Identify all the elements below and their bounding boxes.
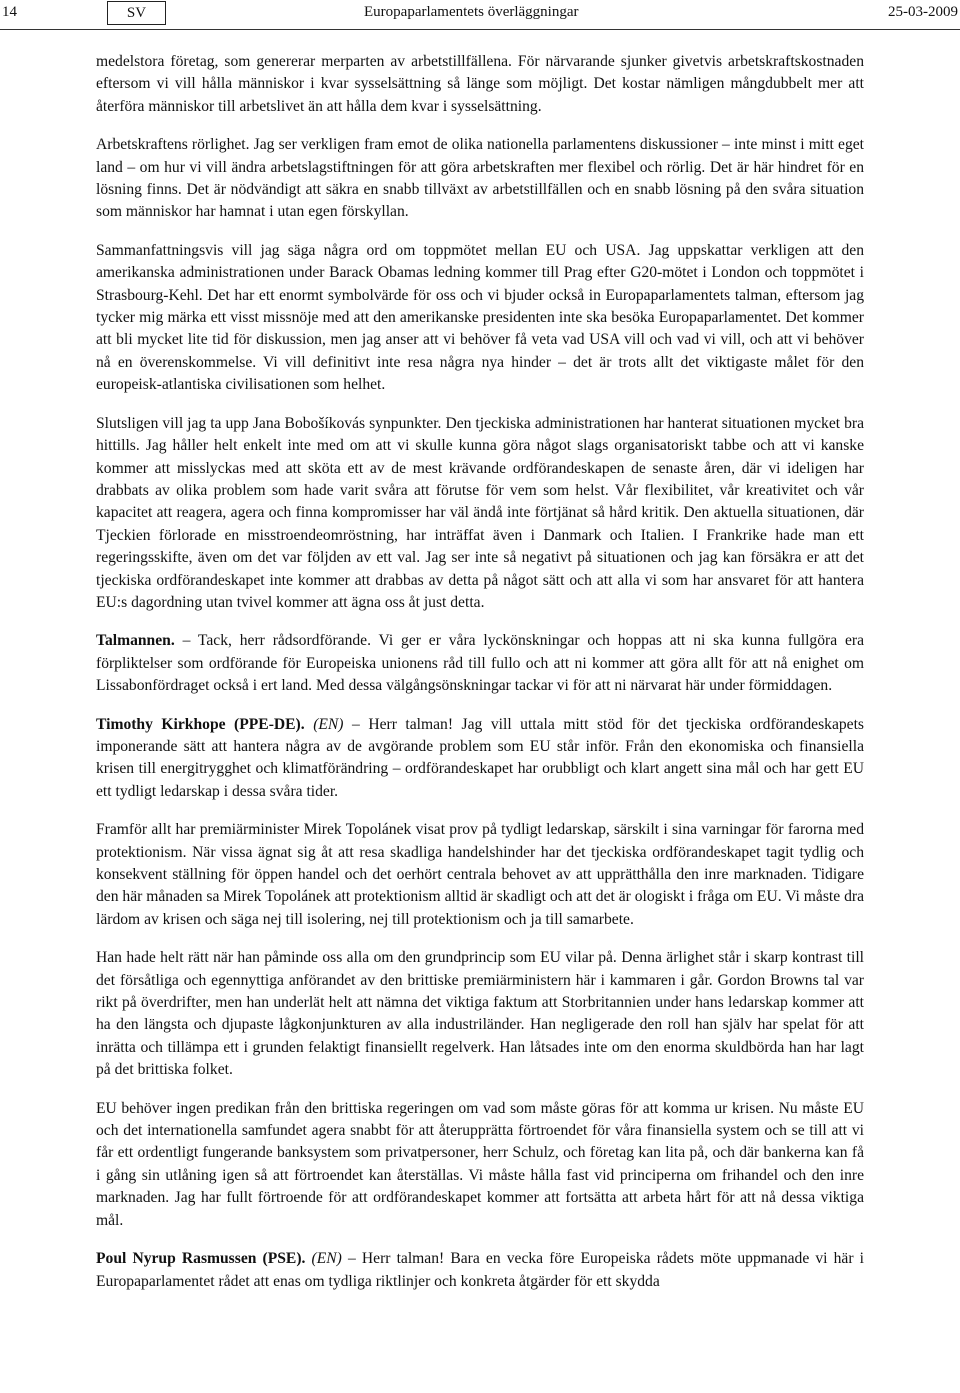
language-tag: (EN) — [311, 1250, 342, 1268]
page-header — [0, 0, 960, 30]
speaker-name: Talmannen. — [96, 632, 175, 650]
language-code-box: SV — [107, 1, 166, 25]
language-tag: (EN) — [313, 715, 344, 733]
speech-rasmussen: Poul Nyrup Rasmussen (PSE). (EN) – Herr talman! Bara en vecka före Europeiska rådets möte uppmanade vi här i Europaparlamentet rådet att enas om tydliga riktlinjer och konkreta åtgärder för ett skydda — [96, 1250, 864, 1290]
paragraph: Framför allt har premiärminister Mirek Topolánek visat prov på tydligt ledarskap, särskilt i sina varningar för farorna med protektionism. När vissa ägnat sig åt att resa skadliga handelshinder har det tjeckiska ordförandeskapet tagit tydlig och konsekvent ställning för öppen handel och det oerhört centrala behovet av att upprätthålla den inre marknaden. Tidigare den här månaden sa Mirek Topolánek att protektionism alltid är skadligt och att det är ologiskt i fråga om EU. Vi måste dra lärdom av krisen och säga nej till isolering, nej till protektionism och ja till samarbete. — [96, 821, 864, 928]
paragraph: Arbetskraftens rörlighet. Jag ser verkligen fram emot de olika nationella parlamentens diskussioner – inte minst i mitt eget land – om hur vi vill ändra arbetslagstiftningen för att göra arbetskraften mer flexibel och rörlig. Det är här hindret för en lösning finns. Det är nödvändigt att säkra en snabb tillväxt av arbetstillfällen och en snabb lösning på den svåra situation som människor har hamnat i utan egen förskyllan. — [96, 136, 864, 221]
speaker-name: Poul Nyrup Rasmussen (PSE). — [96, 1250, 306, 1268]
document-body — [96, 51, 864, 1309]
speech-kirkhope: Timothy Kirkhope (PPE-DE). (EN) – Herr talman! Jag vill uttala mitt stöd för det tjeckiska ordförandeskapets imponerande sätt att hantera några av de avgörande problem som EU står inför. Från den ekonomiska och finansiella krisen till energitrygghet och klimatförändring – ordförandeskapet har orubbligt och klart angett sina mål och har gett EU ett tydligt ledarskap i dessa svåra tider. — [96, 715, 864, 800]
paragraph: Sammanfattningsvis vill jag säga några ord om toppmötet mellan EU och USA. Jag uppskattar verkligen att den amerikanska administrationen under Barack Obamas ledning kommer till Prag efter G20-mötet i London och toppmötet i Strasbourg-Kehl. Det har ett enormt symbolvärde för oss och vi bjuder också in Europaparlamentets talman, eftersom jag tycker mig märka ett visst missnöje med att den amerikanske presidenten inte ska besöka Europaparlamentet. Det kommer att bli mycket lite tid för diskussion, men jag anser att vi behöver få veta vad USA vill och vad vi vill, och att vi behöver nå en överenskommelse. Vi vill definitivt inte resa några nya hinder – det är trots allt det viktigaste målet för den europeisk-atlantiska civilisationen som helhet. — [96, 241, 864, 394]
paragraph: Slutsligen vill jag ta upp Jana Bobošíkovás synpunkter. Den tjeckiska administrationen har hanterat situationen mycket bra hittills. Jag håller helt enkelt inte med om att vi skulle kunna göra något slags organisatoriskt tabbe och att vi kanske kommer att misslyckas med att sköta ett av de mest krävande ordförandeskapen de senaste åren, där vi ideligen har drabbats av olika problem som hade varit svåra att förutse för vem som helst. Vår flexibilitet, vår kreativitet och vår kapacitet att reagera, agera och finna kompromisser har väl ändå inte förtjänat så hård kritik. Den aktuella situationen, där Tjeckien förlorade en misstroendeomröstning, har inträffat även i Danmark och Italien. I Frankrike hade man ett regeringsskifte, även om det var följden av ett val. Jag ser inte så negativt på situationen och jag kan försäkra er att det tjeckiska ordförandeskapet inte kommer att drabbas av detta på något sätt och att alla vi som har ansvaret för att hantera EU:s dagordning utan tvivel kommer att ägna oss åt just detta. — [96, 414, 864, 611]
speaker-name: Timothy Kirkhope (PPE-DE). — [96, 715, 305, 733]
paragraph: Han hade helt rätt när han påminde oss alla om den grundprincip som EU vilar på. Denna ärlighet står i skarp kontrast till det försåtliga och egennyttiga anförandet av den brittiske premiärministern här i kammaren i går. Gordon Browns tal var rikt på överdrifter, men han underlät helt att nämna det viktiga faktum att Storbritannien under hans ledarskap kommer att ha den längsta och djupaste lågkonjunkturen av alla industriländer. Han negligerade den roll han själv har spelat för att inrätta och tillämpa ett i grunden felaktigt finansiellt regelverk. Han låtsades inte om den enorma skuldbörda han har lagt på det brittiska folket. — [96, 949, 864, 1079]
paragraph: EU behöver ingen predikan från den brittiska regeringen om vad som måste göras för att komma ur krisen. Nu måste EU och det internationella samfundet agera snabbt för att återupprätta förtroendet för våra finansiella system och se till att vi får ett ordentligt fungerande banksystem som privatpersoner, herr Schulz, och företag kan lita på, och där bankerna kan få i gång sin utlåning igen så att förtroendet kan återställas. Vi måste hålla fast vid principerna om frihandel och den inre marknaden. Jag har fullt förtroende för att ordförandeskapet kommer att fortsätta att arbeta hårt för att nå dessa viktiga mål. — [96, 1099, 864, 1229]
page-number: 14 — [2, 4, 17, 20]
header-rule — [0, 29, 960, 30]
header-date: 25-03-2009 — [888, 4, 958, 20]
paragraph: medelstora företag, som genererar merparten av arbetstillfällena. För närvarande sjunker givetvis arbetskraftskostnaden eftersom vi vill hålla människor i kvar sysselsättning så länge som möjligt. Det kostar nämligen mångdubbelt mer att återföra människor till arbetslivet än att hålla dem kvar i sysselsättning. — [96, 53, 864, 115]
speech-talmannen: Talmannen. – Tack, herr rådsordförande. Vi ger er våra lyckönskningar och hoppas att ni ska kunna fullgöra era förpliktelser som ordförande för Europeiska unionens råd till fullo och att ni kommer att göra allt för att nå enighet om Lissabonfördraget också i ert land. Med dessa välgångsönskningar tackar vi för att ni närvarat här under förmiddagen. — [96, 632, 864, 695]
running-title: Europaparlamentets överläggningar — [364, 4, 579, 20]
